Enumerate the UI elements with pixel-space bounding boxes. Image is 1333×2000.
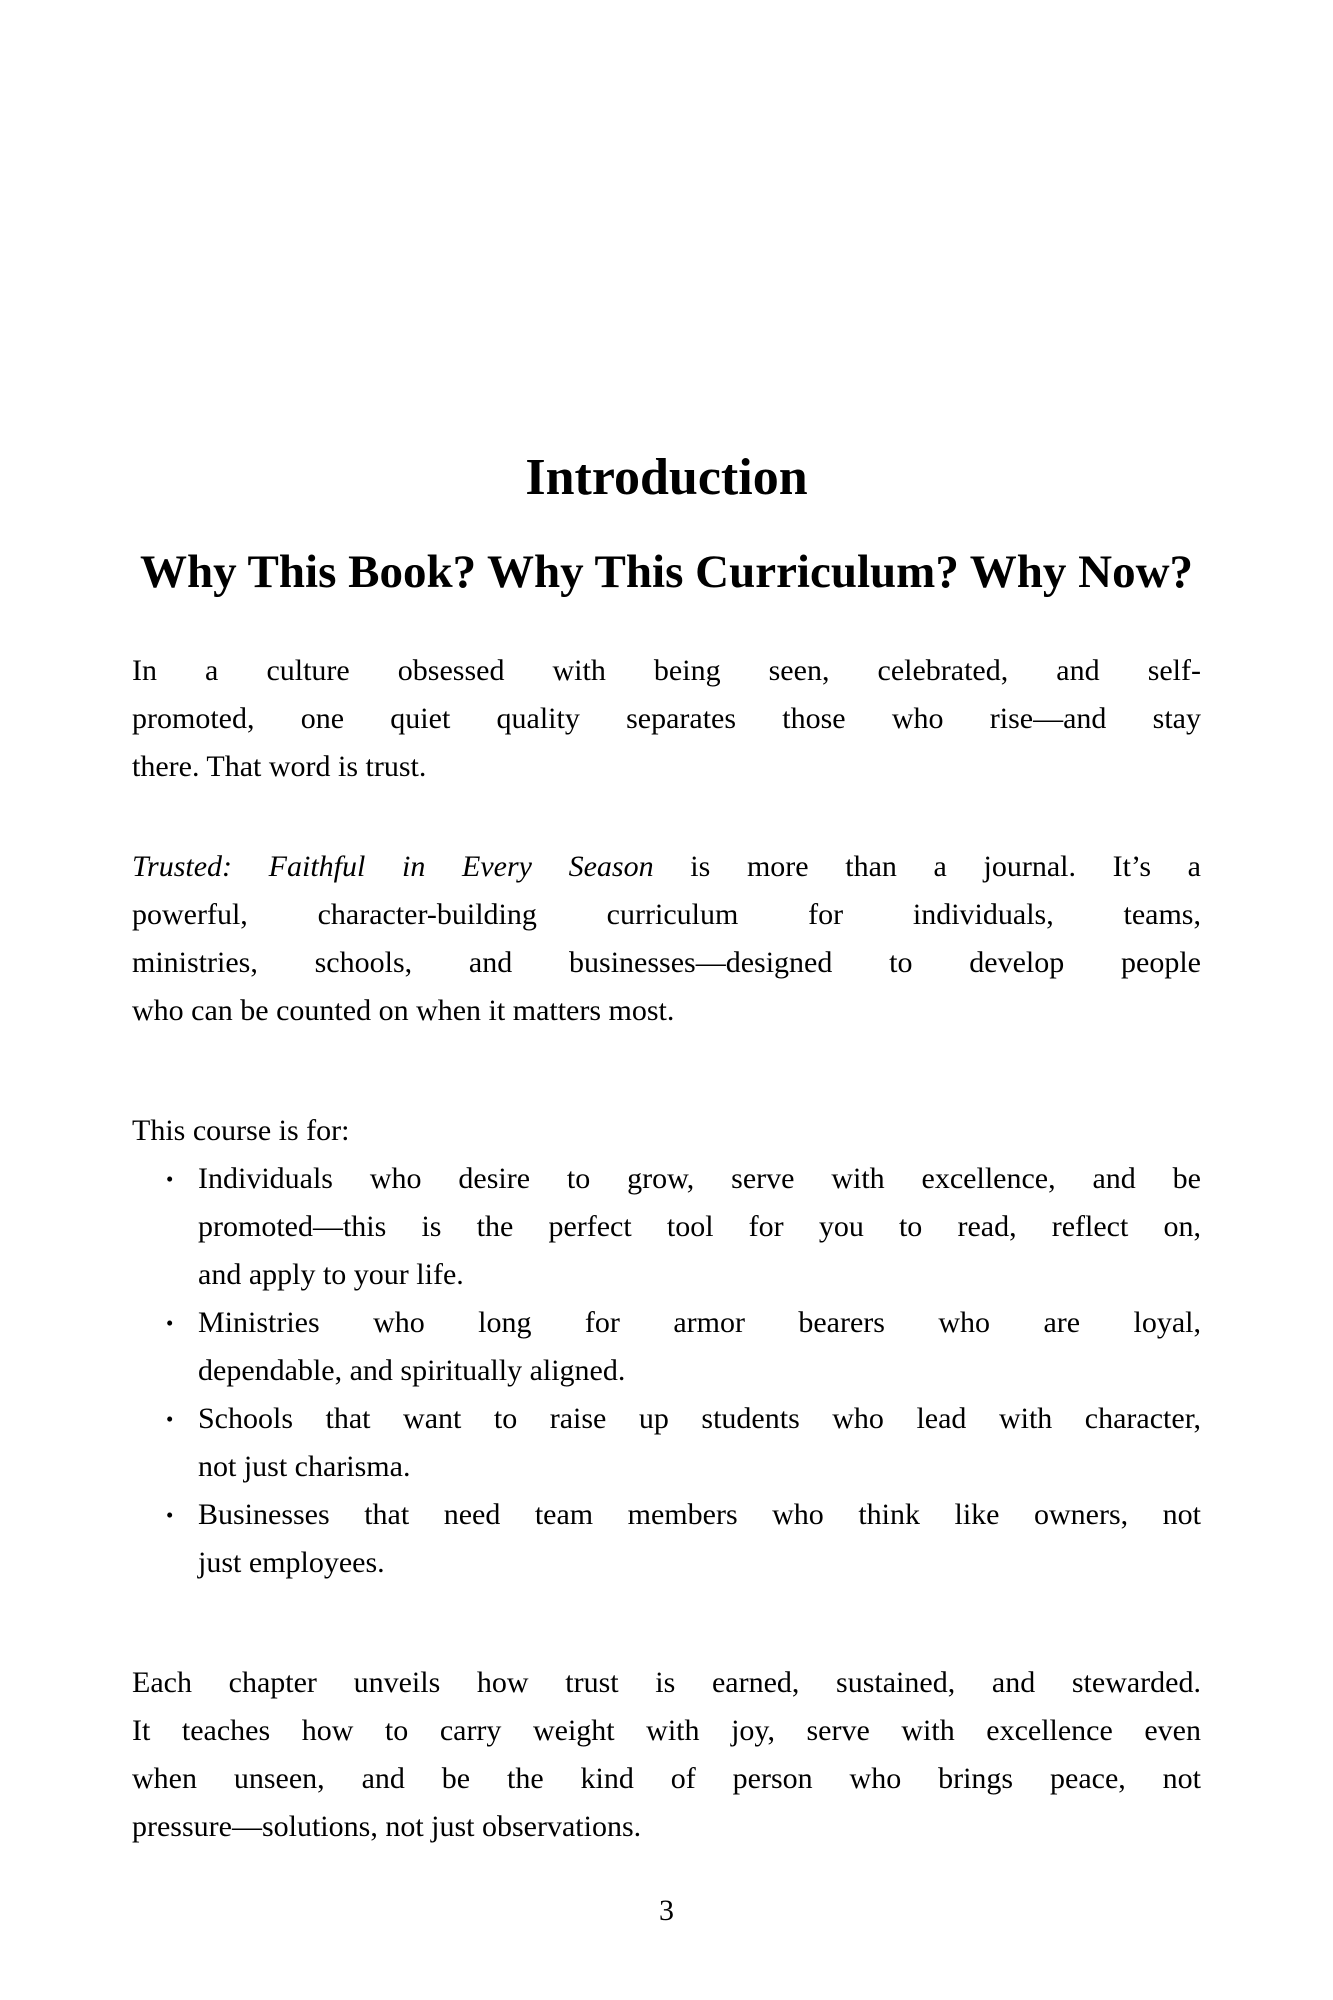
text-line [198,1347,1201,1395]
text-line [198,1155,1201,1203]
text-line [132,987,1201,1035]
text-line [198,1251,1201,1299]
text-line [198,1203,1201,1251]
text-segment: It teaches how to carry weight with joy, serve with excellence even [132,1714,1201,1747]
italic-text: Trusted: Faithful in Every Season [132,850,654,883]
paragraph [132,1107,1201,1155]
page-title: Introduction [525,449,808,506]
text-line [198,1491,1201,1539]
text-segment: powerful, character-building curriculum for individuals, teams, [132,898,1201,931]
page-subtitle: Why This Book? Why This Curriculum? Why Now? [139,546,1194,598]
text-line [198,1395,1201,1443]
text-segment: when unseen, and be the kind of person who brings peace, not [132,1762,1201,1795]
page-content [132,647,1201,1851]
bullet-item [132,1299,1201,1395]
bullet-icon: • [166,1503,174,1527]
text-segment: In a culture obsessed with being seen, celebrated, and self- [132,654,1201,687]
bullet-list [132,1155,1201,1587]
text-line [198,1443,1201,1491]
text-line [198,1299,1201,1347]
text-segment: pressure—solutions, not just observations. [132,1810,642,1843]
paragraph [132,1659,1201,1851]
bullet-icon: • [166,1311,174,1335]
bullet-icon: • [166,1167,174,1191]
paragraph [132,647,1201,791]
text-line [132,1803,1201,1851]
text-segment: promoted, one quiet quality separates those who rise—and stay [132,702,1201,735]
text-segment: just employees. [198,1546,385,1579]
text-segment: promoted—this is the perfect tool for you to read, reflect on, [198,1210,1201,1243]
text-segment: This course is for: [132,1114,350,1147]
text-segment: who can be counted on when it matters most. [132,994,675,1027]
text-line [198,1539,1201,1587]
text-segment: Schools that want to raise up students who lead with character, [198,1402,1201,1435]
text-line [132,939,1201,987]
text-segment: dependable, and spiritually aligned. [198,1354,626,1387]
text-line [132,1659,1201,1707]
text-segment: is more than a journal. It’s a [653,850,1201,883]
text-line [132,695,1201,743]
text-segment: and apply to your life. [198,1258,464,1291]
text-segment: there. That word is trust. [132,750,427,783]
page-number: 3 [659,1894,674,1927]
text-segment: not just charisma. [198,1450,411,1483]
text-line [132,1707,1201,1755]
text-segment: Each chapter unveils how trust is earned, sustained, and stewarded. [132,1666,1201,1699]
text-segment: ministries, schools, and businesses—designed to develop people [132,946,1201,979]
text-segment: Ministries who long for armor bearers who are loyal, [198,1306,1201,1339]
bullet-item [132,1155,1201,1299]
text-line [132,743,1201,791]
paragraph [132,843,1201,1035]
bullet-item [132,1491,1201,1587]
text-segment: Businesses that need team members who think like owners, not [198,1498,1201,1531]
text-line [132,843,1201,891]
text-line [132,647,1201,695]
text-line [132,1107,1201,1155]
text-segment: Individuals who desire to grow, serve with excellence, and be [198,1162,1201,1195]
bullet-item [132,1395,1201,1491]
bullet-icon: • [166,1407,174,1431]
text-line [132,891,1201,939]
text-line [132,1755,1201,1803]
